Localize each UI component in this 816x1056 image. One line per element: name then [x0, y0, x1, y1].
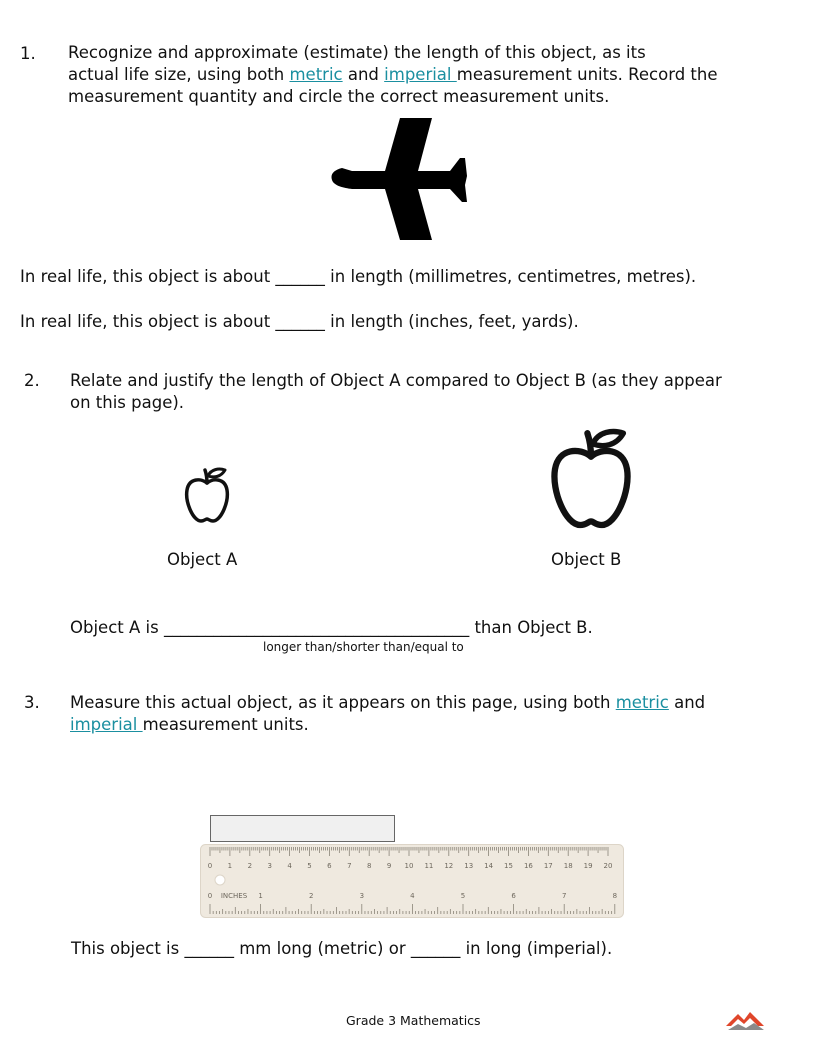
question-3-line-1-post: and	[668, 693, 706, 712]
ruler-cm-label: 6	[327, 862, 332, 870]
ruler-cm-label: 13	[464, 862, 474, 870]
object-to-measure-rectangle	[210, 815, 395, 842]
question-2-answer-pre: Object A is	[70, 618, 164, 637]
imperial-link[interactable]: imperial	[384, 65, 457, 84]
ruler-inch-label: 7	[561, 892, 567, 900]
ruler-inch-label: 3	[359, 892, 365, 900]
question-3-line-1	[70, 692, 705, 714]
ruler-cm-label: 9	[386, 862, 392, 870]
ruler-cm-label: 12	[444, 862, 454, 870]
ruler-inch-label: 8	[612, 892, 618, 900]
question-2-answer	[70, 617, 593, 639]
question-1-line-1: Recognize and approximate (estimate) the length of this object, as its	[68, 43, 646, 62]
ruler-cm-label: 11	[424, 862, 434, 870]
ruler-cm-label: 4	[287, 862, 292, 870]
question-1-line-3: measurement quantity and circle the correct measurement units.	[68, 87, 610, 106]
object-b-label: Object B	[551, 550, 622, 569]
ruler	[200, 844, 624, 918]
question-2-number: 2.	[24, 371, 40, 390]
question-1-line-2-post: measurement units. Record the	[456, 65, 718, 84]
ruler-inch-label: 1	[258, 892, 263, 900]
ruler-inch-label: 5	[460, 892, 466, 900]
ruler-cm-label: 0	[207, 862, 213, 870]
ruler-inch-label: 0	[207, 892, 213, 900]
ruler-cm-label: 20	[603, 862, 613, 870]
question-1-answer-imperial: In real life, this object is about ______ in length (inches, feet, yards).	[20, 312, 579, 331]
imperial-link-2[interactable]: imperial	[70, 715, 143, 734]
question-1-number: 1.	[20, 44, 36, 63]
object-b-apple-icon	[546, 426, 636, 534]
ruler-cm-label: 10	[404, 862, 414, 870]
ruler-inch-label: 6	[511, 892, 516, 900]
question-2-answer-post: than Object B.	[469, 618, 593, 637]
question-2-answer-blank: _____________________________________	[163, 618, 470, 637]
mountain-logo-icon	[726, 1008, 766, 1034]
ruler-cm-label: 2	[247, 862, 253, 870]
question-3-number: 3.	[24, 693, 40, 712]
airplane-icon	[330, 118, 470, 242]
ruler-inch-label: 2	[308, 892, 314, 900]
ruler-cm-label: 18	[563, 862, 573, 870]
question-2-line-1: Relate and justify the length of Object A compared to Object B (as they appear	[70, 371, 722, 390]
ruler-cm-label: 5	[307, 862, 312, 870]
ruler-cm-label: 17	[543, 862, 553, 870]
metric-link[interactable]: metric	[289, 65, 343, 84]
question-1-line-2	[68, 64, 718, 86]
question-1-line-2-and: and	[342, 65, 385, 84]
question-3-line-1-pre: Measure this actual object, as it appears on this page, using both	[70, 693, 616, 712]
question-1-line-2-pre: actual life size, using both	[68, 65, 290, 84]
question-2-hint: longer than/shorter than/equal to	[263, 640, 464, 654]
ruler-cm-label: 8	[366, 862, 372, 870]
ruler-cm-label: 3	[267, 862, 272, 870]
question-3-line-2-post: measurement units.	[142, 715, 309, 734]
object-a-label: Object A	[167, 550, 238, 569]
object-a-apple-icon	[182, 466, 232, 526]
ruler-cm-label: 7	[347, 862, 352, 870]
question-1-answer-metric: In real life, this object is about ______ in length (millimetres, centimetres, metres).	[20, 267, 697, 286]
ruler-cm-label: 14	[484, 862, 494, 870]
ruler-cm-label: 1	[227, 862, 233, 870]
question-3-line-2	[70, 714, 309, 736]
ruler-inch-label: 4	[410, 892, 415, 900]
ruler-hole	[215, 875, 225, 885]
metric-link-2[interactable]: metric	[615, 693, 669, 712]
ruler-cm-label: 15	[504, 862, 513, 870]
footer-text: Grade 3 Mathematics	[346, 1013, 481, 1028]
question-2-line-2: on this page).	[70, 393, 185, 412]
ruler-inches-caption: INCHES	[220, 892, 248, 900]
ruler-cm-label: 16	[523, 862, 533, 870]
question-3-answer: This object is ______ mm long (metric) or ______ in long (imperial).	[71, 939, 613, 958]
ruler-cm-label: 19	[583, 862, 593, 870]
